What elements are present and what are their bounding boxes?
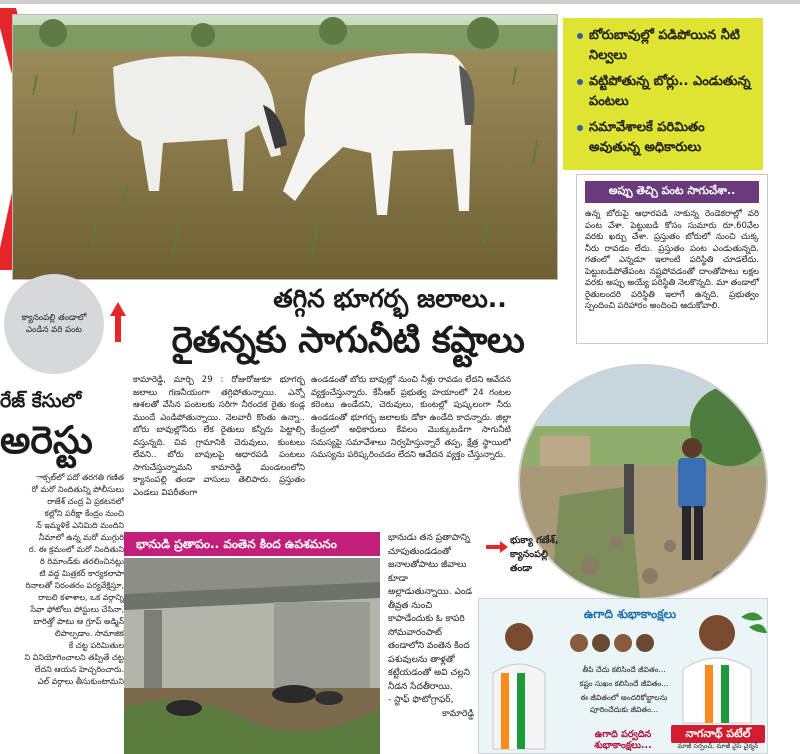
left-story-line: ాక్సల్‌లో పదో తరగతి గణిత xyxy=(36,473,124,482)
photo-circle-caption: క్యానంపల్లి తండాలో ఎండిన వరి పంట xyxy=(4,274,104,374)
ad-person-name: నాగనాథ్ పటేల్ xyxy=(671,725,765,743)
left-story-line: రాబలి కళాశాల, ఒక వర్గాన్ని xyxy=(38,593,124,602)
left-story-line: రో మరో నిందితున్ని పోలీసులు xyxy=(31,485,124,494)
left-story-line: ని వినియోగించాలని తప్పితే చట్ట xyxy=(24,653,124,662)
left-story-heading-1: రేజ్ కేసులో xyxy=(0,390,82,412)
caption-line: క్యానంపల్లి xyxy=(510,549,548,560)
left-story-line: లిపాల్పడాం. సామాజిక xyxy=(54,629,124,638)
left-story-line: బారిత్తో పాటు ఆ గ్రూప్ అడ్మిన్ xyxy=(33,617,124,626)
left-story-heading-2: అరెస్టు xyxy=(0,418,93,462)
bullet-icon xyxy=(577,125,583,131)
bridge-shade-photo xyxy=(124,558,380,754)
left-story-line: సేవా ఫోటోలు పోస్టులు చేసినా, xyxy=(30,605,124,614)
ad-wish xyxy=(573,729,673,751)
article-body-column-2: ఉండడంతో బోరు బావుల్లో నుంచి నీళ్లు రావడం లేదని ఆవేదన వ్యక్తంచేస్తున్నారు. కేసీఆర్ ప్రభుత్వ హయాంలో 24 గంటల కరెంటు ఉండేదని, చెరువులు, కుంటల్లో పుష్కలంగా నీరు ఉండడంతో భూగర్భ జలాలకు డోకా ఉండేది కాదన్నారు. జిల్లా కేంద్రంలో అధికారులు కేవలం మొక్కుబడిగా సాగునీటి సమస్యపై సమావేశాలు నిర్వహిస్తున్నారే తప్ప, క్షేత్ర స్థాయిలో సమస్యను పరిష్కరించడం లేదని ఆవేదన వ్యక్తం చేస్తున్నారు. xyxy=(311,375,511,460)
highlight-text: సమావేశాలకే పరిమితం అవుతున్న అధికారులు xyxy=(589,120,705,155)
highlight-item xyxy=(579,72,753,112)
sidebar-title: అప్పు తెచ్చి పంట సాగుచేశా.. xyxy=(585,181,759,203)
ad-wish-line: శుభాకాంక్షలు... xyxy=(594,740,652,751)
left-story-line: ఎల్ వర్గాలు తీసుకుంటామని xyxy=(37,677,124,686)
headline-line-1: తగ్గిన భూగర్భ జలాలు.. xyxy=(273,284,507,313)
left-story-line: కల్లోని పరీక్షా కేంద్రం నుంచి xyxy=(44,509,124,518)
ad-wish-line: ఉగాది పర్వదిన xyxy=(594,729,652,740)
highlights-box xyxy=(563,18,763,170)
left-story-line: టి వద్ద మిత్రకర్ కార్యకలాపా xyxy=(39,569,124,578)
top-rule xyxy=(0,0,800,4)
highlight-item xyxy=(579,118,753,158)
red-up-arrow-icon xyxy=(110,302,126,342)
highlight-text: వట్టిపోతున్న బోర్లు.. ఎండుతున్న పంటలు xyxy=(589,74,751,109)
farmer-photo-caption xyxy=(510,534,570,576)
left-story-line: రినాలతో నిరంతరం పర్యవేక్షిస్తూ, xyxy=(25,581,124,590)
ugadi-greetings-ad xyxy=(478,598,768,754)
main-photo-cows-dry-field xyxy=(12,14,558,280)
sidebar-body: ఉన్న బోరుపై ఆధారపడి నాకున్న రెండెకరాల్లో వరి పంట వేశా. పెట్టుబడి కోసం సుమారు రూ.60వేల వరకు ఖర్చు చేశా. ప్రస్తుతం బోరులో నుంచి చుక్క నీరు రావడం లేదు. ప్రస్తుతం పంట ఎండుతున్నది. గతంలో ఎన్నడూ ఇలాంటి పరిస్థితి చూడలేదు. పెట్టుబడిపోతేపంట నష్టపోవడంతో దాంతోపాటు లక్షల వరకు అప్పు అయ్యే పరిస్థితి నెలకొన్నది. మా తండాలో రైతులందరి పరిస్థితి ఇలాగే ఉన్నది. ప్రభుత్వం స్పందించి పరిహారం అందించి ఆదుకోవాలి. xyxy=(585,209,759,311)
caption-arrow-icon xyxy=(486,538,508,550)
highlight-item xyxy=(579,26,753,66)
left-story-line: రి రిమాండ్‌కు తరలించినట్లు xyxy=(40,557,124,566)
ad-line: తీపి చేదు కలిసిందే జీవితం... xyxy=(582,665,666,674)
photo-credit-line-2: కామారెడ్డి xyxy=(442,708,474,719)
caption-line: భుక్యా గణేశ్, xyxy=(510,535,559,546)
article-body-column-1: కామారెడ్డి, మార్చి 29 : రోజురోజుకూ భూగర్భ జలాలు గణనీయంగా తగ్గిపోతున్నాయి. ఎన్నో ఆశలతో వేసిన పంటలకు సరిగా నీరందక రైతు కండ్ల ముందే ఎండిపోతున్నాయి. నెలవారీ కొంతు ఉన్నా.. బోరు బావుల్లోనీరు లేక రైతులు కన్నీరు పెట్టాల్సి వస్తున్నది. చివ గ్రామానికి చెరువులు, కుంటలు లేవని.. బోరు బావులపై ఆధారపడి పంటలు సాగుచేస్తున్నామని కామారెడ్డి మండలంలోని క్యానంపల్లి తండా వాసులు తెలిపారు. ప్రస్తుతం ఎండలు విపరీతంగా xyxy=(133,375,305,498)
left-story-body xyxy=(0,472,124,754)
ad-line: ఈ జీవితంలో అందరికోబ్జాలను xyxy=(580,693,668,702)
bottom-story-column xyxy=(388,532,474,754)
left-story-line: న్ ఇమ్మళికే ఎనిమిది మందిని xyxy=(36,521,124,530)
caption-line: తండా xyxy=(510,563,532,574)
photo-story-banner: భానుడి ప్రతాపం.. వంతెన కింద ఉపశమనం xyxy=(124,532,380,556)
ad-line: కష్టం సుఖం కలిసిందే జీవితం... xyxy=(579,679,669,688)
headline-line-2: రైతన్నకు సాగునీటి కష్టాలు xyxy=(171,320,525,361)
ad-person-role: మాజీ సర్పంచ్, మాజీ వైస్ చైర్మన్ xyxy=(677,742,759,750)
sidebar-story xyxy=(576,174,768,344)
photo-credit-line-1: - స్టాఫ్ ఫొటోగ్రాఫర్, xyxy=(388,695,454,705)
ad-line: పూరించేదుకు జీవితం... xyxy=(589,705,659,714)
left-story-line: లేదని ఆయన హెచ్చరించారు. xyxy=(34,665,124,674)
left-story-line: కే చట్ట పరిమితుల xyxy=(68,641,124,650)
left-story-line: ర. ఈ క్రమంలో మరో నిందితుని xyxy=(28,545,124,554)
left-story-line: నీమాలో ఉన్న మరో ముగ్గురి xyxy=(38,533,124,542)
highlight-text: బోరుబావుల్లో పడిపోయిన నీటి నిల్వలు xyxy=(589,28,740,63)
ad-title: ఉగాది శుభాకాంక్షలు xyxy=(583,607,677,621)
bottom-story-text: భానుడు తన ప్రతాపాన్ని చూపుతుండడంతో జనాలతోపాటు జీవాలు కూడా అల్లాడుతున్నాయి. ఎండ తీవ్రత నుంచి కాపాడేందుకు ఓ కాపరి సోమవారంపాట్ తండాలోని వంతెన కింద పశువులను తాళ్లతో కట్టేయడంతో అవి చల్లని నీడన సేదతీరాయి. xyxy=(388,533,473,692)
bullet-icon xyxy=(577,33,583,39)
bullet-icon xyxy=(577,79,583,85)
left-story-line: రాజేశ్ చంద్ర ఏ ప్రకటనలో xyxy=(47,497,124,506)
